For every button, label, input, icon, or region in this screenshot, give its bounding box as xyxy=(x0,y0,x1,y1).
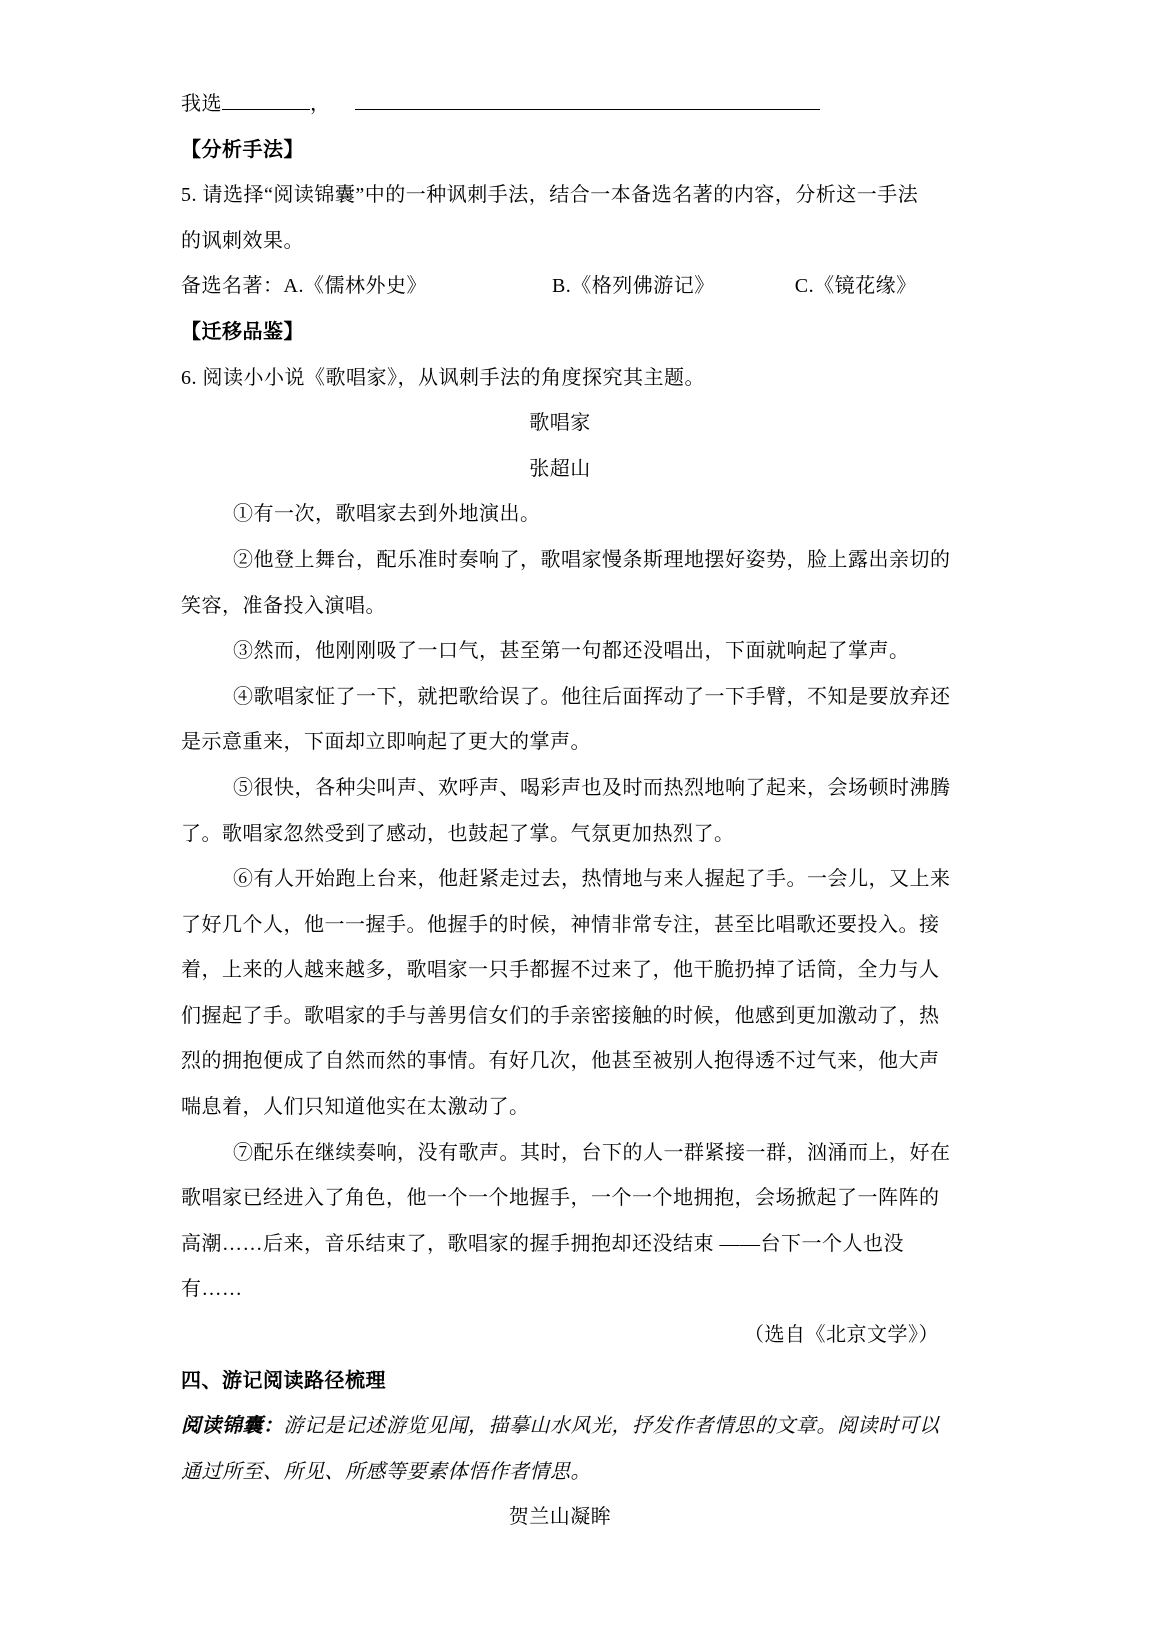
answer-line xyxy=(181,82,939,128)
story-source: （选自《北京文学》） xyxy=(744,1324,939,1347)
answer-blank-reason[interactable] xyxy=(355,89,820,110)
story-line: 高潮……后来，音乐结束了，歌唱家的握手拥抱却还没结束 ——台下一个人也没 xyxy=(181,1232,904,1255)
travel-section-heading: 四、游记阅读路径梳理 xyxy=(181,1369,386,1392)
story-line: ⑤很快，各种尖叫声、欢呼声、喝彩声也及时而热烈地响了起来，会场顿时沸腾 xyxy=(233,776,951,799)
question-5-line-2: 的讽刺效果。 xyxy=(181,229,304,252)
story-line: 喘息着，人们只知道他实在太激动了。 xyxy=(181,1096,530,1119)
story-line: 歌唱家已经进入了角色，他一个一个地握手，一个一个地拥抱，会场掀起了一阵阵的 xyxy=(181,1187,940,1210)
analyze-section-heading: 【分析手法】 xyxy=(181,138,304,161)
story-line: 了好几个人，他一一握手。他握手的时候，神情非常专注，甚至比唱歌还要投入。接 xyxy=(181,913,940,936)
option-b: B.《格列佛游记》 xyxy=(551,275,715,298)
page-footer: 贺兰山凝眸 xyxy=(508,1506,612,1529)
story-line: 是示意重来，下面却立即响起了更大的掌声。 xyxy=(181,731,591,754)
story-line: 烈的拥抱便成了自然而然的事情。有好几次，他甚至被别人抱得透不过气来，他大声 xyxy=(181,1050,940,1073)
story-line: ⑦配乐在继续奏响，没有歌声。其时，台下的人一群紧接一群，汹涌而上，好在 xyxy=(233,1141,951,1164)
story-line: ⑥有人开始跑上台来，他赶紧走过去，热情地与来人握起了手。一会儿，又上来 xyxy=(233,868,951,891)
story-line: 们握起了手。歌唱家的手与善男信女们的手亲密接触的时候，他感到更加激动了，热 xyxy=(181,1004,940,1027)
options-label: 备选名著： xyxy=(181,275,284,298)
story-line: 了。歌唱家忽然受到了感动，也鼓起了掌。气氛更加热烈了。 xyxy=(181,822,735,845)
story-title: 歌唱家 xyxy=(529,412,591,435)
question-6: 6. 阅读小小说《歌唱家》，从讽刺手法的角度探究其主题。 xyxy=(181,366,705,389)
story-author: 张超山 xyxy=(529,457,591,480)
answer-line-prefix: 我选 xyxy=(181,93,222,115)
reading-tip-text-1: 游记是记述游览见闻，描摹山水风光，抒发作者情思的文章。阅读时可以 xyxy=(283,1415,940,1438)
transfer-section-heading: 【迁移品鉴】 xyxy=(181,320,304,343)
question-5-line-1: 5. 请选择“阅读锦囊”中的一种讽刺手法，结合一本备选名著的内容，分析这一手法 xyxy=(181,184,919,207)
option-a: A.《儒林外史》 xyxy=(283,275,427,298)
story-line: ④歌唱家怔了一下，就把歌给误了。他往后面挥动了一下手臂，不知是要放弃还 xyxy=(233,685,951,708)
question-5-options xyxy=(181,264,939,310)
option-c: C.《镜花缘》 xyxy=(794,275,917,298)
story-line: 笑容，准备投入演唱。 xyxy=(181,594,386,617)
reading-tip-line-1 xyxy=(181,1404,939,1450)
answer-blank-choice[interactable] xyxy=(222,89,310,110)
story-line: ②他登上舞台，配乐准时奏响了，歌唱家慢条斯理地摆好姿势，脸上露出亲切的 xyxy=(233,548,951,571)
reading-tip-text-2: 通过所至、所见、所感等要素体悟作者情思。 xyxy=(181,1460,591,1483)
story-line: ①有一次，歌唱家去到外地演出。 xyxy=(233,503,541,526)
answer-line-comma: ， xyxy=(310,93,331,115)
story-line: 着，上来的人越来越多，歌唱家一只手都握不过来了，他干脆扔掉了话筒，全力与人 xyxy=(181,959,940,982)
document-content xyxy=(181,82,951,1541)
story-line: 有…… xyxy=(181,1278,243,1301)
reading-tip-label: 阅读锦囊： xyxy=(181,1415,284,1438)
story-line: ③然而，他刚刚吸了一口气，甚至第一句都还没唱出，下面就响起了掌声。 xyxy=(233,640,910,663)
reading-tip-line-2 xyxy=(181,1450,939,1496)
